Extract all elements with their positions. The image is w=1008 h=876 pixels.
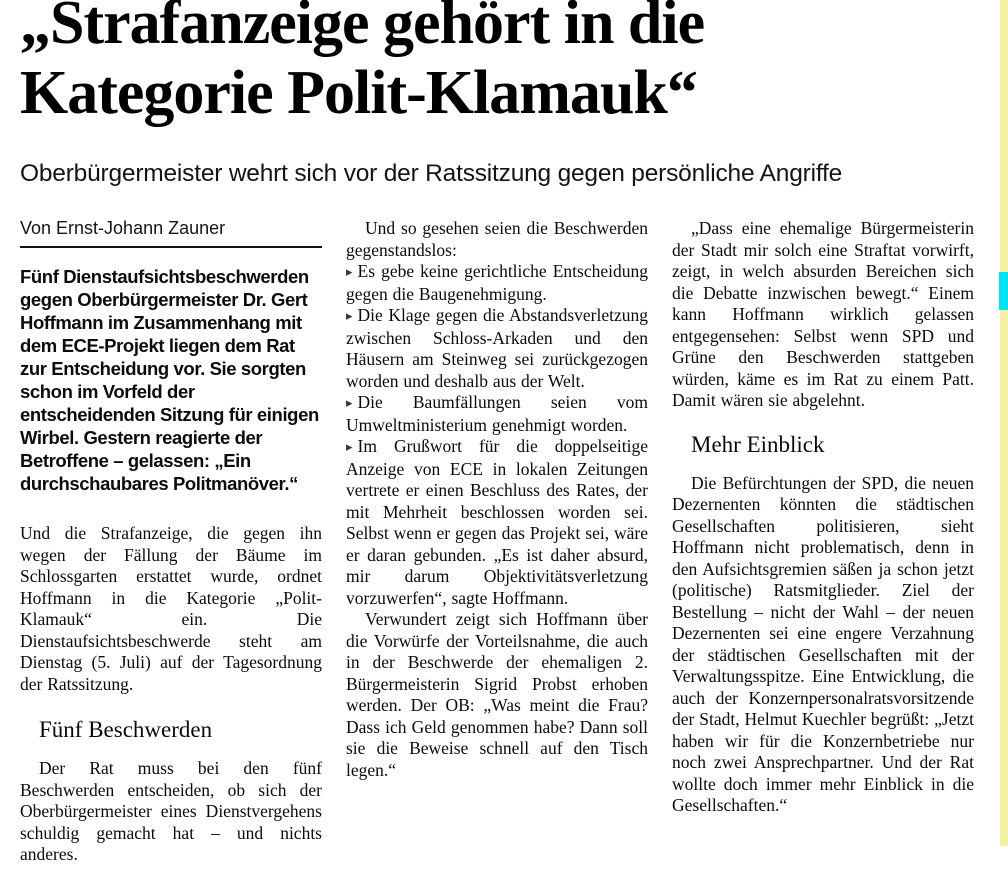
cyan-edge-marker: [999, 272, 1008, 310]
bullet-triangle-icon: ▸: [346, 395, 353, 410]
byline: Von Ernst-Johann Zauner: [20, 218, 322, 248]
body-paragraph: Der Rat muss bei den fünf Beschwerden entscheiden, ob sich der Oberbürgermeister eines Dienstvergehens schuldig gemacht hat – und nichts anderes.: [20, 758, 322, 864]
body-paragraph: Und die Strafanzeige, die gegen ihn wegen der Fällung der Bäume im Schlossgarten erstattet wurde, ordnet Hoffmann in die Kategorie „Polit-Klamauk“ ein. Die Dienstaufsichtsbeschwerde steht am Dienstag (5. Juli) auf der Tagesordnung der Ratssitzung.: [20, 523, 322, 694]
bullet-triangle-icon: ▸: [346, 308, 353, 323]
bullet-text: Die Klage gegen die Abstandsverletzung zwischen Schloss-Arkaden und den Häusern am Steinweg sei zurückgezogen worden und deshalb aus der Welt.: [346, 305, 648, 391]
lead-paragraph: Fünf Dienstaufsichtsbeschwerden gegen Oberbürgermeister Dr. Gert Hoffmann im Zusammenhang mit dem ECE-Projekt liegen dem Rat zur Entscheidung vor. Sie sorgten schon im Vorfeld der entscheidenden Sitzung für einigen Wirbel. Gestern reagierte der Betroffene – gelassen: „Ein durchschaubares Politmanöver.“: [20, 266, 319, 494]
section-subhead-fuenf-beschwerden: Fünf Beschwerden: [39, 717, 213, 742]
bullet-item: [346, 436, 648, 609]
headline: [20, 0, 704, 128]
yellow-edge-stripe: [1000, 0, 1008, 846]
article-columns: [20, 218, 975, 866]
column-1: [20, 218, 322, 866]
bullet-text: Die Baumfällungen seien vom Umweltministerium genehmigt worden.: [346, 392, 648, 435]
bullet-item: [346, 392, 648, 436]
body-paragraph: Und so gesehen seien die Beschwerden gegenstandslos:: [346, 218, 648, 260]
body-paragraph: „Dass eine ehemalige Bürgermeisterin der Stadt mir solch eine Straftat vorwirft, zeigt, in welch absurden Bereichen sich die Debatte inzwischen bewegt.“ Einem kann Hoffmann wirklich gelassen entgegensehen: Selbst wenn SPD und Grüne den Beschwerden stattgeben würden, käme es im Rat zu einem Patt. Damit wären sie abgelehnt.: [672, 218, 974, 410]
bullet-text: Im Grußwort für die doppelseitige Anzeige von ECE in lokalen Zeitungen vertrete er einen Beschluss des Rates, der mit Mehrheit beschlossen worden sei. Selbst wenn er gegen das Projekt sei, wäre er daran gebunden. „Es ist daher absurd, mir darum Objektivitätsverletzung vorzuwerfen“, sagte Hoffmann.: [346, 436, 648, 608]
headline-line-2: Kategorie Polit-Klamauk“: [20, 59, 697, 127]
body-paragraph: Verwundert zeigt sich Hoffmann über die Vorwürfe der Vorteilsnahme, die auch in der Beschwerde der ehemaligen 2. Bürgermeisterin Sigrid Probst erhoben werden. Der OB: „Was meint die Frau? Dass ich Geld genommen habe? Dann soll sie die Beweise schnell auf den Tisch legen.“: [346, 609, 648, 780]
column-2: [346, 218, 648, 866]
headline-line-1: „Strafanzeige gehört in die: [20, 0, 705, 57]
column-3: [672, 218, 974, 866]
body-paragraph: Die Befürchtungen der SPD, die neuen Dezernenten könnten die städtischen Gesellschaften politisieren, sieht Hoffmann nicht problematisch, denn in den Aufsichtsgremien säßen ja schon jetzt (politische) Ratsmitglieder. Ziel der Bestellung – nicht der Wahl – der neuen Dezernenten sei eine engere Verzahnung der städtischen Gesellschaften mit der Verwaltungsspitze. Eine Entwicklung, die auch der Konzernpersonalratsvorsitzende der Stadt, Helmut Kuechler begrüßt: „Jetzt haben wir für die Konzernbetriebe nur noch zwei Ansprechpartner. Und der Rat wollte doch immer mehr Einblick in die Gesellschaften.“: [672, 472, 974, 815]
subheadline: Oberbürgermeister wehrt sich vor der Ratssitzung gegen persönliche Angriffe: [20, 160, 843, 187]
bullet-item: [346, 261, 648, 305]
bullet-item: [346, 305, 648, 392]
section-subhead-mehr-einblick: Mehr Einblick: [691, 431, 825, 457]
bullet-triangle-icon: ▸: [346, 439, 353, 454]
bullet-text: Es gebe keine gerichtliche Entscheidung gegen die Baugenehmigung.: [346, 261, 648, 304]
bullet-triangle-icon: ▸: [346, 264, 353, 279]
